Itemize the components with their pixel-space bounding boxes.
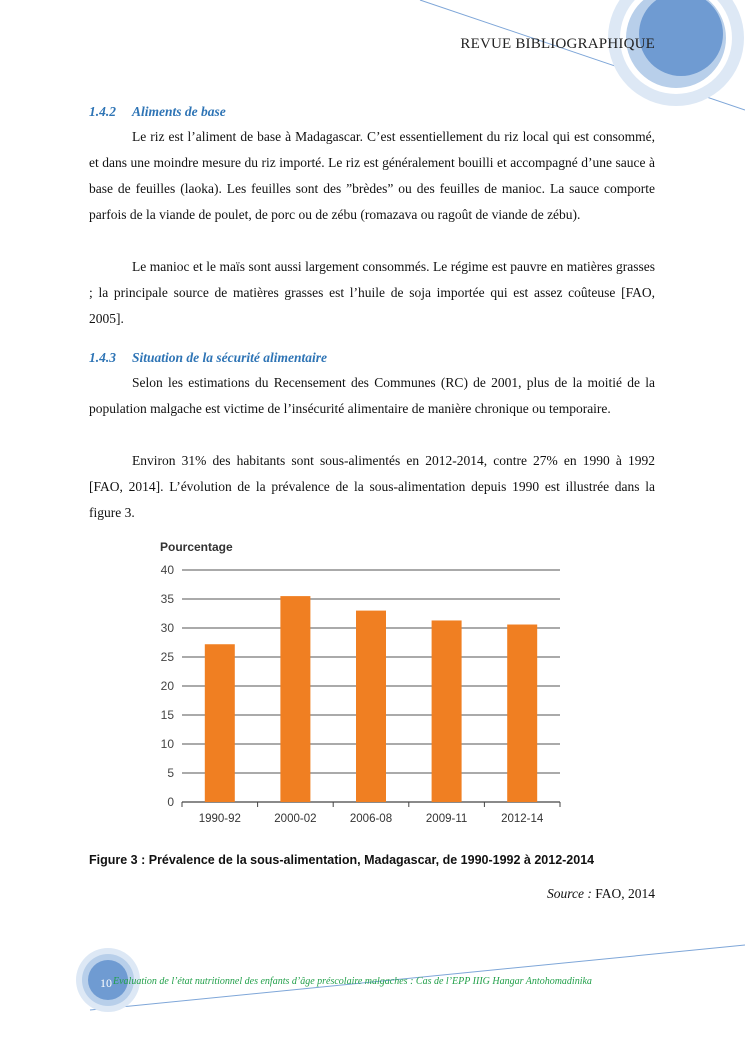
section-number: 1.4.2 — [89, 104, 116, 119]
paragraph: Environ 31% des habitants sont sous-alimentés en 2012-2014, contre 27% en 1990 à 1992 [FAO, 2014]. L’évolution de la prévalence de la sous-alimentation depuis 1990 est illustrée dans la figure 3. — [89, 453, 655, 520]
running-header: REVUE BIBLIOGRAPHIQUE — [460, 36, 655, 52]
y-tick-label: 0 — [167, 795, 174, 809]
section-heading-aliments — [89, 104, 226, 120]
page-number: 10 — [100, 976, 112, 990]
bar — [356, 611, 386, 802]
figure-source — [547, 886, 655, 902]
y-tick-label: 20 — [160, 679, 174, 693]
bar — [507, 625, 537, 802]
y-axis-label: Pourcentage — [160, 540, 233, 554]
prevalence-bar-chart — [150, 535, 570, 830]
y-tick-label: 25 — [160, 650, 174, 664]
bar — [280, 596, 310, 802]
y-tick-label: 40 — [160, 563, 174, 577]
bar — [432, 620, 462, 802]
y-tick-label: 30 — [160, 621, 174, 635]
y-tick-label: 10 — [160, 737, 174, 751]
x-tick-label: 2000-02 — [274, 813, 317, 825]
x-tick-label: 2006-08 — [349, 813, 393, 825]
y-tick-label: 35 — [160, 592, 174, 606]
section-number: 1.4.3 — [89, 350, 116, 365]
section-title: Aliments de base — [132, 104, 226, 119]
section-title: Situation de la sécurité alimentaire — [132, 350, 328, 365]
source-value: FAO, 2014 — [595, 886, 655, 901]
paragraph: Selon les estimations du Recensement des Communes (RC) de 2001, plus de la moitié de la population malgache est victime de l’insécurité alimentaire de manière chronique ou temporaire. — [89, 375, 655, 416]
paragraph: Le riz est l’aliment de base à Madagascar. C’est essentiellement du riz local qui est consommé, et dans une moindre mesure du riz importé. Le riz est généralement bouilli et accompagné d’une sauce à base de feuilles (laoka). Les feuilles sont des ”brèdes” ou des feuilles de manioc. La sauce comporte parfois de la viande de poulet, de porc ou de zébu (romazava ou ragoût de viande de zébu). — [89, 129, 655, 222]
figure-caption: Figure 3 : Prévalence de la sous-alimentation, Madagascar, de 1990-1992 à 2012-2014 — [89, 853, 595, 867]
x-tick-label: 2009-11 — [425, 813, 468, 825]
footer-text: Evaluation de l’état nutritionnel des enfants d’âge préscolaire malgaches : Cas de l’EPP IIIG Hangar Antohomadinika — [113, 976, 592, 987]
y-tick-label: 5 — [167, 766, 174, 780]
y-tick-label: 15 — [160, 708, 174, 722]
bar — [205, 644, 235, 802]
section-heading-securite — [89, 350, 327, 366]
source-label: Source : — [547, 886, 592, 901]
paragraph: Le manioc et le maïs sont aussi largement consommés. Le régime est pauvre en matières grasses ; la principale source de matières grasses est l’huile de soja importée qui est assez coûteuse [FAO, 2005]. — [89, 259, 655, 326]
x-tick-label: 1990-92 — [198, 813, 241, 825]
x-tick-label: 2012-14 — [501, 813, 544, 825]
